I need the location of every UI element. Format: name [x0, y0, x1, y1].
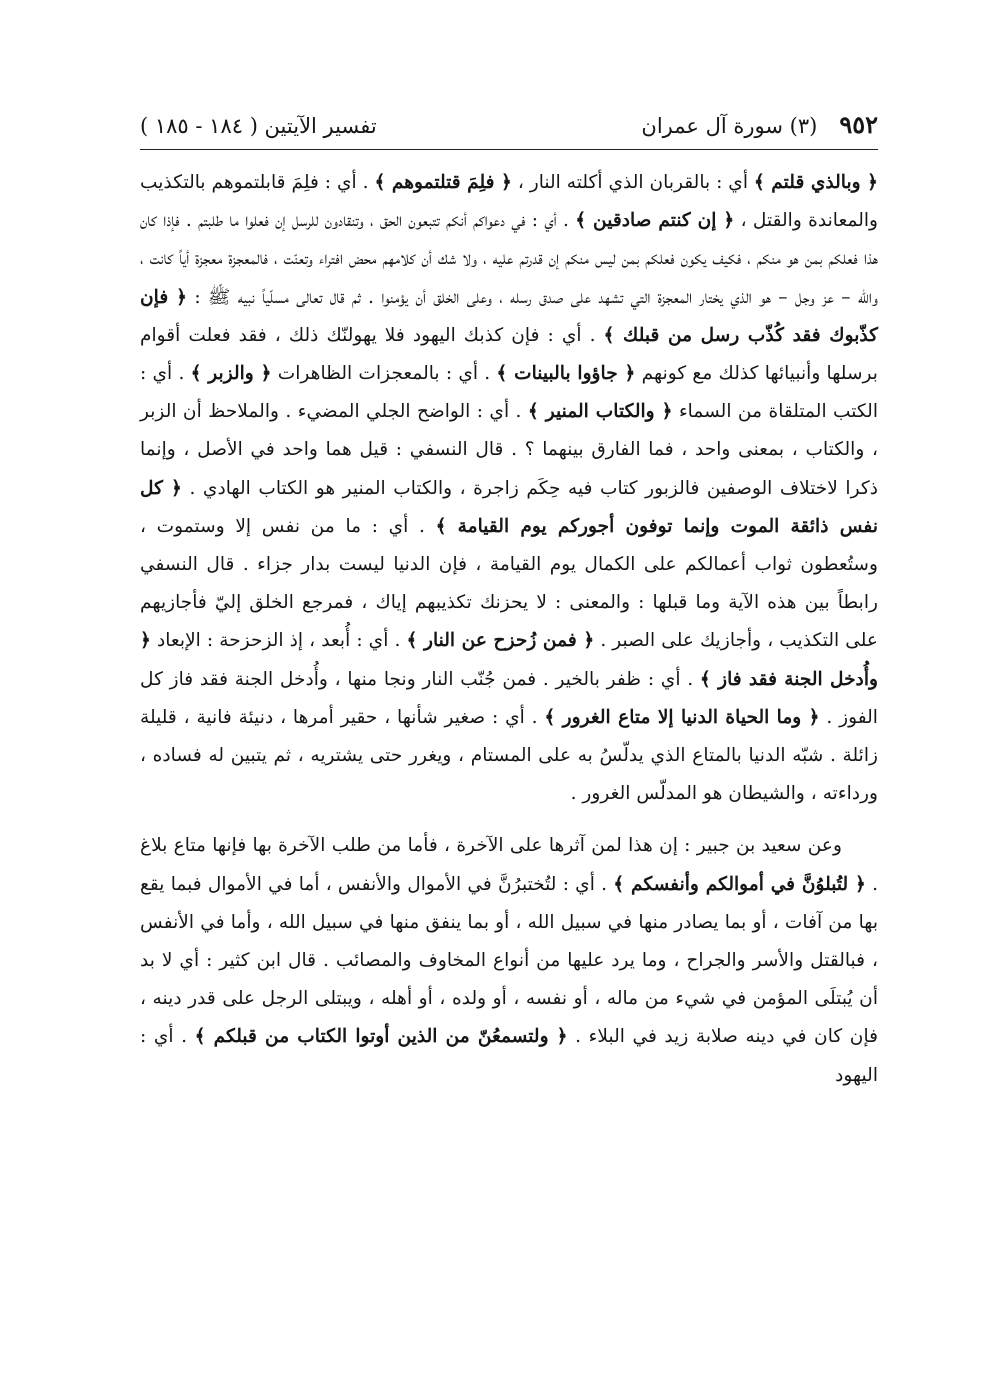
commentary-segment: . أي : اليهود [140, 1026, 878, 1086]
quran-quote: ﴿ فلِمَ قتلتموهم ﴾ [374, 172, 512, 193]
commentary-segment: . أي : فإن كذبك اليهود فلا يهولنّك ذلك ، فقد فعلت أقوام برسلها وأنبيائها كذلك مع كونهم [140, 324, 878, 385]
quran-quote: ﴿ كل نفس ذائقة الموت وإنما توفون أجوركم يوم القيامة ﴾ [140, 477, 878, 537]
commentary-text [140, 164, 878, 1095]
commentary-segment: . أي : فلِمَ قابلتموهم بالتكذيب والمعاندة والقتل ، [140, 172, 879, 232]
commentary-segment: . أي : الكتب المتلقاة من السماء [140, 363, 878, 423]
commentary-segment: . أي : صغير شأنها ، حقير أمرها ، دنيئة فانية ، قليلة زائلة . شبّه الدنيا بالمتاع الذي يدلّسُ به على المستام ، ويغرر حتى يشتريه ، ثم يتبين له فساده ، ورداءته ، والشيطان هو المدلّس الغرور . [140, 706, 878, 805]
commentary-segment: . أي : ظفر بالخير . فمن جُنّب النار ونجا منها ، وأُدخل الجنة فقد فاز كل الفوز . [140, 668, 878, 728]
page-number: ٩٥٢ [839, 110, 878, 139]
commentary-segment: أي : بالقربان الذي أكلته النار ، [511, 172, 754, 193]
quran-quote: ﴿ وما الحياة الدنيا إلا متاع الغرور ﴾ [544, 706, 820, 728]
section-title: تفسير الآيتين ( ١٨٤ - ١٨٥ ) [140, 114, 377, 138]
quran-quote: ﴿ فإن كذّبوك فقد كُذّب رسل من قبلك ﴾ [140, 286, 879, 346]
commentary-segment: . أي : ما من نفس إلا وستموت ، وستُعطون ثواب أعمالكم على الكمال يوم القيامة ، فإن الدنيا ليست بدار جزاء . قال النسفي رابطاً بين هذه الآية وما قبلها : والمعنى : لا يحزنك تكذيبهم إياك ، فمرجع الخلق إليّ فأجازيهم على التكذيب ، وأجازيك على الصبر . [140, 515, 878, 652]
commentary-segment: وعن سعيد بن جبير : إن هذا لمن آثرها على الآخرة ، فأما من طلب الآخرة بها فإنها متاع بلاغ . [140, 835, 878, 895]
quran-quote: ﴿ فمن زُحزح عن النار ﴾ [406, 630, 595, 652]
paragraph-second [140, 827, 878, 1094]
running-header [140, 108, 878, 150]
commentary-segment: . أي : الواضح الجلي المضيء . والملاحظ أن الزبر ، والكتاب ، بمعنى واحد ، فما الفارق بينهما ؟ . قال النسفي : قيل هما واحد في الأصل ، وإنما ذكرا لاختلاف الوصفين فالزبور كتاب فيه حِكَم زاجرة ، والكتاب المنير هو الكتاب الهادي . [140, 401, 878, 499]
quran-quote: ﴿ جاؤوا بالبينات ﴾ [496, 363, 636, 385]
header-right [641, 108, 878, 143]
commentary-segment: . أي : أُبعد ، إذ الزحزحة : الإبعاد [150, 630, 407, 652]
commentary-segment: . أي : لتُختبرُنَّ في الأموال والأنفس ، أما في الأموال فبما يقع بها من آفات ، أو بما يصادر منها في سبيل الله ، أو بما ينفق منها في سبيل الله ، وأما في الأنفس ، فبالقتل والأسر والجراح ، وما يرد عليها من أنواع المخاوف والمصائب . قال ابن كثير : أي لا بد أن يُبتلَى المؤمن في شيء من ماله ، أو نفسه ، أو ولده ، أو أهله ، ويبتلى الرجل على قدر دينه ، فإن كان في دينه صلابة زيد في البلاء . [140, 873, 878, 1048]
book-page [140, 108, 878, 1095]
quran-quote: ﴿ ولتسمعُنّ من الذين أوتوا الكتاب من قبلكم ﴾ [194, 1026, 568, 1048]
surah-title: (٣) سورة آل عمران [641, 114, 818, 138]
paragraph-first [140, 164, 878, 813]
quran-quote: ﴿ والكتاب المنير ﴾ [527, 401, 673, 423]
commentary-segment: . أي : في دعواكم أنكم تتبعون الحق ، وتنقادون للرسل إن فعلوا ما طلبتم . فإذا كان هذا فعلكم بمن هو منكم ، فكيف يكون فعلكم بمن ليس منكم إن قدرتم عليه ، ولا شك أن كلامهم محض افتراء وتعنّت ، فالمعجزة معجزة أياً كانت ، والله – عز وجل – هو الذي يختار المعجزة التي تشهد على صدق رسله ، وعلى الخلق أن يؤمنوا . ثم قال تعالى مسلّياً نبيه ﷺ : [140, 210, 878, 308]
commentary-segment: . أي : بالمعجزات الظاهرات [271, 363, 497, 385]
quran-quote: ﴿ والزبر ﴾ [190, 363, 272, 385]
quran-quote: ﴿ وأُدخل الجنة فقد فاز ﴾ [140, 630, 878, 690]
quran-quote: ﴿ لتُبلوُنَّ في أموالكم وأنفسكم ﴾ [613, 873, 866, 895]
quran-quote: ﴿ إن كنتم صادقين ﴾ [575, 210, 735, 232]
quran-quote: ﴿ وبالذي قلتم ﴾ [753, 172, 878, 193]
